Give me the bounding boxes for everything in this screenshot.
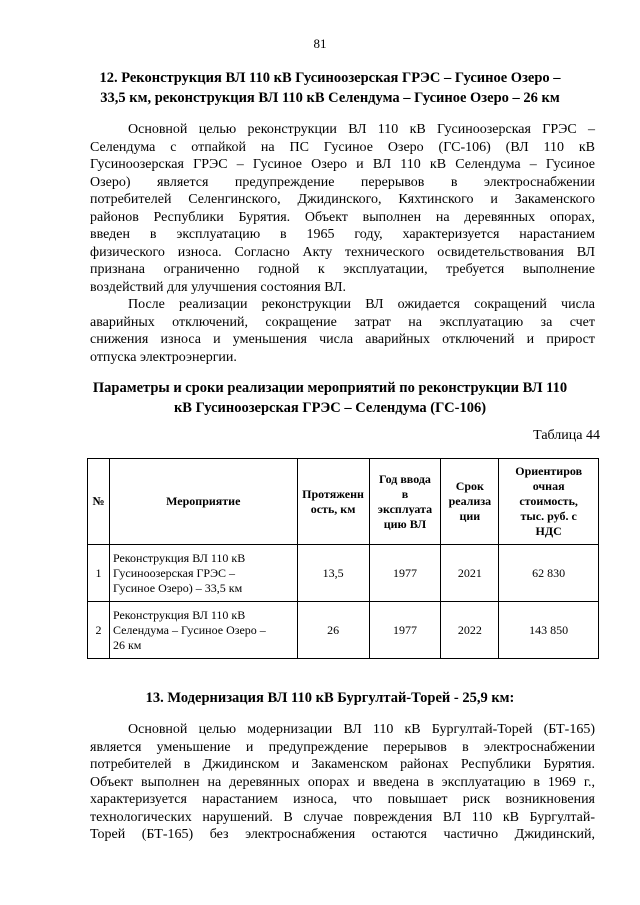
cell-cost: 143 850 xyxy=(499,602,599,659)
header-line: цию ВЛ xyxy=(383,516,427,531)
text-line: воздействий для улучшения состояния ВЛ. xyxy=(90,279,347,295)
events-table xyxy=(87,458,599,659)
cell-length: 26 xyxy=(297,602,369,659)
cell-length: 13,5 xyxy=(297,545,369,602)
header-line: реализа xyxy=(448,494,492,508)
column-header-term xyxy=(441,459,499,545)
text-line: снижения износа и уменьшения числа аварийных отключений и прирост xyxy=(90,332,595,347)
text-line: отпуска электроэнергии. xyxy=(90,349,237,365)
section-13-title-line: 13. Модернизация ВЛ 110 кВ Бургултай-Торей - 25,9 км: xyxy=(145,690,515,706)
cell-line: Селендума – Гусиное Озеро – xyxy=(112,622,266,637)
text-line: технологических нарушений. В случае повреждения ВЛ 110 кВ Бургултай- xyxy=(90,809,595,825)
header-line: очная xyxy=(532,479,565,493)
header-line: в xyxy=(401,486,409,501)
table-heading-line: Параметры и сроки реализации мероприятий по реконструкции ВЛ 110 xyxy=(92,380,568,396)
text-line: потребителей в Джидинском и Закаменском районах Республики Бурятия. xyxy=(90,757,595,772)
cell-term: 2021 xyxy=(441,545,499,602)
table-caption: Таблица 44 xyxy=(533,428,600,443)
cell-line: Гусиное Озеро) – 33,5 км xyxy=(112,580,243,595)
header-line: эксплуата xyxy=(377,501,433,516)
header-line: Срок xyxy=(455,479,484,493)
cell-line: Реконструкция ВЛ 110 кВ xyxy=(112,550,246,565)
column-header-year xyxy=(369,459,441,545)
text-line: Основной целью модернизации ВЛ 110 кВ Бургултай-Торей (БТ-165) xyxy=(128,722,595,737)
text-line: Торей (БТ-165) без электроснабжения остаются частично Джидинский, xyxy=(90,827,595,842)
section-12-title xyxy=(80,68,580,108)
table-heading xyxy=(80,378,580,418)
table-header-row xyxy=(88,459,599,545)
text-line: районов Республики Бурятия. Объект выполнен на деревянных опорах, xyxy=(90,209,595,225)
text-line: Основной целью реконструкции ВЛ 110 кВ Гусиноозерская ГРЭС – xyxy=(128,122,595,137)
cell-term: 2022 xyxy=(441,602,499,659)
column-header-event: Мероприятие xyxy=(109,459,297,545)
cell-line: 26 км xyxy=(112,637,142,652)
text-line: потребителей Селенгинского, Джидинского, Кяхтинского и Закаменского xyxy=(90,192,595,207)
header-line: Ориентиров xyxy=(515,464,583,478)
header-line: НДС xyxy=(535,524,562,538)
section-12-title-line: 33,5 км, реконструкция ВЛ 110 кВ Селендума – Гусиное Озеро – 26 км xyxy=(100,90,560,106)
text-line: Озеро) является предупреждение перерывов в электроснабжении xyxy=(90,174,595,190)
cell-year: 1977 xyxy=(369,545,441,602)
text-line: введен в эксплуатацию в 1965 году, характеризуется нарастанием xyxy=(90,227,595,242)
text-line: Селендума с отпайкой на ПС Гусиное Озеро (ГС-106) (ВЛ 110 кВ xyxy=(90,139,595,155)
text-line: Гусиноозерская ГРЭС – Гусиное Озеро и ВЛ 110 кВ Селендума – Гусиное xyxy=(90,157,595,172)
header-line: Год ввода xyxy=(379,471,431,486)
cell-line: Гусиноозерская ГРЭС – xyxy=(112,565,236,580)
cell-event xyxy=(109,602,297,659)
column-header-num: № xyxy=(88,459,110,545)
text-line: признана ограниченно годной к эксплуатации, требуется выполнение xyxy=(90,262,595,277)
cell-num: 1 xyxy=(88,545,110,602)
text-line: является уменьшение и предупреждение перерывов в электроснабжении xyxy=(90,739,595,755)
text-line: аварийных отключений, сокращение затрат на эксплуатацию за счет xyxy=(90,314,595,330)
section-12-paragraph-2 xyxy=(90,296,595,366)
header-line: ции xyxy=(459,509,481,523)
text-line: характеризуется нарастанием износа, что повышает риск возникновения xyxy=(90,792,595,807)
column-header-length: Протяженн ость, км xyxy=(297,459,369,545)
table-row xyxy=(88,602,599,659)
section-13-title xyxy=(80,688,580,708)
table-heading-line: кВ Гусиноозерская ГРЭС – Селендума (ГС-106) xyxy=(173,400,487,416)
text-line: После реализации реконструкции ВЛ ожидается сокращений числа xyxy=(128,297,595,312)
cell-line: Реконструкция ВЛ 110 кВ xyxy=(112,607,246,622)
cell-num: 2 xyxy=(88,602,110,659)
column-header-cost xyxy=(499,459,599,545)
cell-year: 1977 xyxy=(369,602,441,659)
cell-cost: 62 830 xyxy=(499,545,599,602)
section-12-title-line: 12. Реконструкция ВЛ 110 кВ Гусиноозерская ГРЭС – Гусиное Озеро – xyxy=(99,70,561,86)
text-line: Объект выполнен на деревянных опорах и введена в эксплуатацию в 1969 г., xyxy=(90,774,595,790)
table-row xyxy=(88,545,599,602)
text-line: физического износа. Согласно Акту технического освидетельствования ВЛ xyxy=(90,244,595,260)
page-number: 81 xyxy=(313,36,327,51)
section-13-paragraph xyxy=(90,721,595,844)
header-line: тыс. руб. с xyxy=(520,509,577,523)
cell-event xyxy=(109,545,297,602)
section-12-paragraph-1 xyxy=(90,121,595,296)
header-line: стоимость, xyxy=(519,494,578,508)
